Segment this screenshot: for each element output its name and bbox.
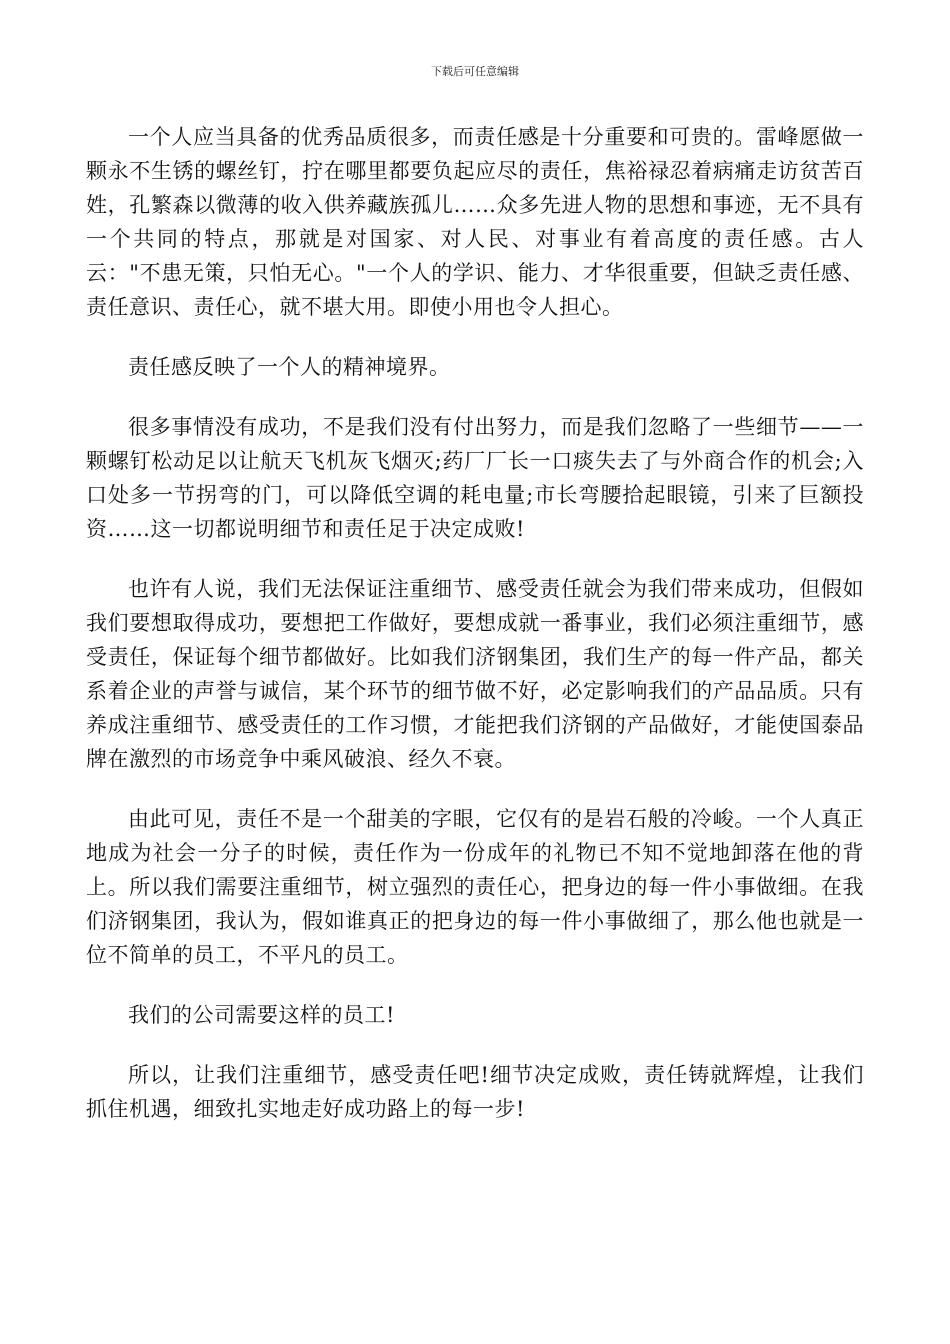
paragraph-5: 由此可见，责任不是一个甜美的字眼，它仅有的是岩石般的冷峻。一个人真正地成为社会一分子的时候，责任作为一份成年的礼物已不知不觉地卸落在他的背上。所以我们需要注重细节，树立强烈的责任心，把身边的每一件小事做细。在我们济钢集团，我认为，假如谁真正的把身边的每一件小事做细了，那么他也就是一位不简单的员工，不平凡的员工。 — [86, 807, 864, 967]
paragraph-1: 一个人应当具备的优秀品质很多，而责任感是十分重要和可贵的。雷峰愿做一颗永不生锈的螺丝钉，拧在哪里都要负起应尽的责任，焦裕禄忍着病痛走访贫苦百姓，孔繁森以微薄的收入供养藏族孤儿……众多先进人物的思想和事迹，无不具有一个共同的特点，那就是对国家、对人民、对事业有着高度的责任感。古人云："不患无策，只怕无心。"一个人的学识、能力、才华很重要，但缺乏责任感、责任意识、责任心，就不堪大用。即使小用也令人担心。 — [86, 125, 864, 319]
paragraph-3: 很多事情没有成功，不是我们没有付出努力，而是我们忽略了一些细节——一颗螺钉松动足以让航天飞机灰飞烟灭;药厂厂长一口痰失去了与外商合作的机会;入口处多一节拐弯的门，可以降低空调的耗电量;市长弯腰拾起眼镜，引来了巨额投资……这一切都说明细节和责任足于决定成败! — [86, 415, 864, 541]
paragraph-7: 所以，让我们注重细节，感受责任吧!细节决定成败，责任铸就辉煌，让我们抓住机遇，细致扎实地走好成功路上的每一步! — [86, 1063, 864, 1121]
document-body — [86, 120, 864, 1152]
paragraph-4: 也许有人说，我们无法保证注重细节、感受责任就会为我们带来成功，但假如我们要想取得成功，要想把工作做好，要想成就一番事业，我们必须注重细节，感受责任，保证每个细节都做好。比如我们济钢集团，我们生产的每一件产品，都关系着企业的声誉与诚信，某个环节的细节做不好，必定影响我们的产品品质。只有养成注重细节、感受责任的工作习惯，才能把我们济钢的产品做好，才能使国泰品牌在激烈的市场竞争中乘风破浪、经久不衰。 — [86, 577, 864, 771]
paragraph-6: 我们的公司需要这样的员工! — [128, 1003, 395, 1027]
page-header: 下载后可任意编辑 — [431, 65, 519, 78]
paragraph-2: 责任感反映了一个人的精神境界。 — [128, 355, 451, 379]
